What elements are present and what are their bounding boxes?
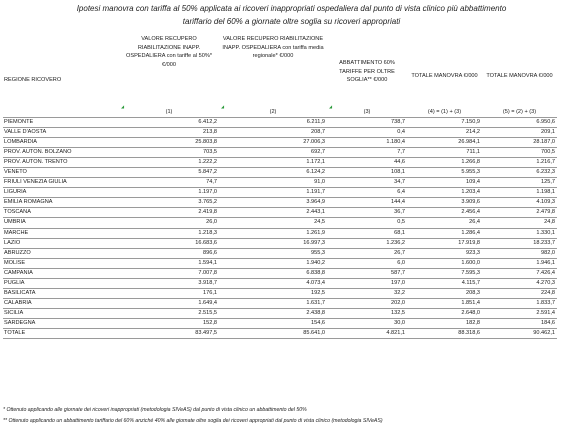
value-cell-v5: 24,8	[482, 218, 557, 228]
value-cell-v1: 3.765,2	[119, 198, 219, 208]
region-cell: PIEMONTE	[3, 118, 119, 128]
table-row	[3, 258, 557, 268]
region-cell: UMBRIA	[3, 218, 119, 228]
region-cell: TOSCANA	[3, 208, 119, 218]
value-cell-v1: 6.412,2	[119, 118, 219, 128]
col-header-5	[482, 31, 557, 118]
value-cell-v4: 109,4	[407, 178, 482, 188]
value-cell-v1: 26,0	[119, 218, 219, 228]
table-row	[3, 158, 557, 168]
table-row	[3, 268, 557, 278]
value-cell-v5: 7.426,4	[482, 268, 557, 278]
region-cell: CAMPANIA	[3, 268, 119, 278]
value-cell-v5: 1.946,1	[482, 258, 557, 268]
value-cell-v5: 184,6	[482, 318, 557, 328]
value-cell-v2: 4.073,4	[219, 278, 327, 288]
region-cell: ABRUZZO	[3, 248, 119, 258]
value-cell-v3: 0,4	[327, 128, 407, 138]
value-cell-v1: 3.918,7	[119, 278, 219, 288]
value-cell-v4: 26.984,1	[407, 138, 482, 148]
value-cell-v3: 68,1	[327, 228, 407, 238]
value-cell-v1: 5.847,2	[119, 168, 219, 178]
table-row	[3, 118, 557, 128]
table-row	[3, 198, 557, 208]
value-cell-v5: 1.216,7	[482, 158, 557, 168]
value-cell-v4: 3.909,6	[407, 198, 482, 208]
value-cell-v2: 6.211,9	[219, 118, 327, 128]
value-cell-v2: 1.940,2	[219, 258, 327, 268]
value-cell-v1: 213,8	[119, 128, 219, 138]
col-header-3-num: (3)	[363, 109, 371, 115]
value-cell-v5: 90.462,1	[482, 328, 557, 338]
col-header-3	[327, 31, 407, 118]
value-cell-v4: 214,2	[407, 128, 482, 138]
value-cell-v4: 7.150,9	[407, 118, 482, 128]
table-row	[3, 288, 557, 298]
value-cell-v5: 209,1	[482, 128, 557, 138]
value-cell-v2: 208,7	[219, 128, 327, 138]
value-cell-v4: 2.648,0	[407, 308, 482, 318]
value-cell-v1: 7.007,8	[119, 268, 219, 278]
value-cell-v5: 6.232,3	[482, 168, 557, 178]
title-line-2: tariffario del 60% a giornate oltre soglia su ricoveri appropriati	[182, 17, 401, 26]
value-cell-v3: 1.180,4	[327, 138, 407, 148]
value-cell-v1: 2.515,5	[119, 308, 219, 318]
region-cell: CALABRIA	[3, 298, 119, 308]
title-line-1: Ipotesi manovra con tariffa al 50% applicata ai ricoveri inappropriati ospedaliera dal punto di vista clinico più abbattimento	[76, 4, 507, 13]
table-row	[3, 128, 557, 138]
col-header-5-label: TOTALE MANOVRA €/000	[486, 73, 553, 79]
region-cell: SARDEGNA	[3, 318, 119, 328]
value-cell-v1: 16.683,6	[119, 238, 219, 248]
value-cell-v2: 6.838,8	[219, 268, 327, 278]
value-cell-v3: 7,7	[327, 148, 407, 158]
value-cell-v2: 24,5	[219, 218, 327, 228]
value-cell-v1: 74,7	[119, 178, 219, 188]
region-cell: LIGURIA	[3, 188, 119, 198]
region-cell: PUGLIA	[3, 278, 119, 288]
region-cell: TOTALE	[3, 328, 119, 338]
region-cell: MARCHE	[3, 228, 119, 238]
value-cell-v1: 1.197,0	[119, 188, 219, 198]
value-cell-v5: 700,5	[482, 148, 557, 158]
table-row	[3, 248, 557, 258]
value-cell-v2: 91,0	[219, 178, 327, 188]
region-cell: PROV. AUTON. BOLZANO	[3, 148, 119, 158]
value-cell-v1: 83.497,5	[119, 328, 219, 338]
footnote-1: * Ottenuto applicando alle giornate dei ricoveri inappropriati (metodologia SIVeAS) dal punto di vista clinico un abbattimento del 50%	[3, 407, 307, 413]
value-cell-v1: 152,8	[119, 318, 219, 328]
value-cell-v5: 2.479,8	[482, 208, 557, 218]
value-cell-v4: 88.318,6	[407, 328, 482, 338]
value-cell-v5: 1.198,1	[482, 188, 557, 198]
cell-marker-icon: ◢	[329, 104, 333, 109]
value-cell-v2: 85.641,0	[219, 328, 327, 338]
col-header-5-num: (5) = (2) + (3)	[502, 109, 537, 115]
value-cell-v5: 4.109,3	[482, 198, 557, 208]
table-row	[3, 178, 557, 188]
value-cell-v3: 34,7	[327, 178, 407, 188]
value-cell-v4: 4.115,7	[407, 278, 482, 288]
value-cell-v5: 18.233,7	[482, 238, 557, 248]
value-cell-v2: 955,3	[219, 248, 327, 258]
table-row	[3, 278, 557, 288]
col-header-1	[119, 31, 219, 118]
col-header-4-label: TOTALE MANOVRA €/000	[411, 73, 478, 79]
value-cell-v4: 17.919,8	[407, 238, 482, 248]
col-header-4	[407, 31, 482, 118]
value-cell-v4: 26,4	[407, 218, 482, 228]
value-cell-v4: 923,3	[407, 248, 482, 258]
value-cell-v1: 1.649,4	[119, 298, 219, 308]
value-cell-v5: 6.950,6	[482, 118, 557, 128]
value-cell-v5: 982,0	[482, 248, 557, 258]
value-cell-v2: 27.006,3	[219, 138, 327, 148]
region-cell: VALLE D'AOSTA	[3, 128, 119, 138]
value-cell-v1: 703,5	[119, 148, 219, 158]
value-cell-v4: 208,3	[407, 288, 482, 298]
value-cell-v4: 1.266,8	[407, 158, 482, 168]
region-cell: VENETO	[3, 168, 119, 178]
region-cell: PROV. AUTON. TRENTO	[3, 158, 119, 168]
value-cell-v4: 1.203,4	[407, 188, 482, 198]
cell-marker-icon: ◢	[221, 104, 225, 109]
value-cell-v2: 1.191,7	[219, 188, 327, 198]
table-row	[3, 298, 557, 308]
region-cell: SICILIA	[3, 308, 119, 318]
value-cell-v3: 108,1	[327, 168, 407, 178]
value-cell-v3: 1.236,2	[327, 238, 407, 248]
value-cell-v3: 197,0	[327, 278, 407, 288]
region-cell: LOMBARDIA	[3, 138, 119, 148]
value-cell-v2: 192,5	[219, 288, 327, 298]
value-cell-v3: 0,5	[327, 218, 407, 228]
table-row	[3, 188, 557, 198]
region-cell: EMILIA ROMAGNA	[3, 198, 119, 208]
table-row	[3, 318, 557, 328]
footnotes	[3, 405, 581, 426]
value-cell-v1: 1.222,2	[119, 158, 219, 168]
value-cell-v1: 25.803,8	[119, 138, 219, 148]
value-cell-v3: 30,0	[327, 318, 407, 328]
value-cell-v3: 144,4	[327, 198, 407, 208]
value-cell-v5: 28.187,0	[482, 138, 557, 148]
value-cell-v3: 26,7	[327, 248, 407, 258]
value-cell-v5: 224,8	[482, 288, 557, 298]
value-cell-v5: 125,7	[482, 178, 557, 188]
value-cell-v3: 587,7	[327, 268, 407, 278]
col-header-1-num: (1)	[165, 109, 173, 115]
value-cell-v5: 1.330,1	[482, 228, 557, 238]
table-row	[3, 138, 557, 148]
value-cell-v3: 32,2	[327, 288, 407, 298]
value-cell-v1: 896,6	[119, 248, 219, 258]
col-header-region	[3, 31, 119, 118]
value-cell-v4: 1.600,0	[407, 258, 482, 268]
value-cell-v3: 44,6	[327, 158, 407, 168]
value-cell-v2: 154,6	[219, 318, 327, 328]
table-row	[3, 228, 557, 238]
value-cell-v5: 4.270,3	[482, 278, 557, 288]
value-cell-v1: 1.594,1	[119, 258, 219, 268]
value-cell-v2: 3.964,9	[219, 198, 327, 208]
col-header-4-num: (4) = (1) + (3)	[427, 109, 462, 115]
table-body	[3, 118, 557, 339]
report-title	[0, 2, 583, 28]
value-cell-v5: 2.591,4	[482, 308, 557, 318]
col-header-2	[219, 31, 327, 118]
value-cell-v3: 6,4	[327, 188, 407, 198]
value-cell-v3: 132,5	[327, 308, 407, 318]
value-cell-v4: 711,1	[407, 148, 482, 158]
region-cell: BASILICATA	[3, 288, 119, 298]
value-cell-v2: 6.124,2	[219, 168, 327, 178]
table-row	[3, 208, 557, 218]
region-cell: MOLISE	[3, 258, 119, 268]
region-cell: LAZIO	[3, 238, 119, 248]
value-cell-v4: 7.595,3	[407, 268, 482, 278]
header-row	[3, 31, 557, 118]
value-cell-v1: 1.218,3	[119, 228, 219, 238]
value-cell-v4: 1.851,4	[407, 298, 482, 308]
manovra-table	[3, 31, 557, 339]
value-cell-v4: 2.456,4	[407, 208, 482, 218]
value-cell-v2: 692,7	[219, 148, 327, 158]
value-cell-v3: 4.821,1	[327, 328, 407, 338]
table-row	[3, 238, 557, 248]
region-cell: FRIULI VENEZIA GIULIA	[3, 178, 119, 188]
value-cell-v3: 738,7	[327, 118, 407, 128]
value-cell-v2: 1.172,1	[219, 158, 327, 168]
table-row	[3, 168, 557, 178]
footnote-2: ** Ottenuto applicando un abbattimento tariffario del 60% anziché 40% alle giornate oltre soglia dei ricoveri appropriati dal punto di vista clinico (metodologia SIVeAS)	[3, 417, 383, 424]
table-row	[3, 308, 557, 318]
value-cell-v2: 2.443,1	[219, 208, 327, 218]
value-cell-v2: 1.631,7	[219, 298, 327, 308]
table-row	[3, 148, 557, 158]
table-row	[3, 218, 557, 228]
value-cell-v4: 182,8	[407, 318, 482, 328]
value-cell-v4: 1.286,4	[407, 228, 482, 238]
col-header-2-label: VALORE RECUPERO RIABILITAZIONE INAPP. OSPEDALIERA con tariffa media regionale* €/000	[222, 36, 324, 60]
col-header-region-label: REGIONE RICOVERO	[4, 77, 62, 83]
value-cell-v1: 2.419,8	[119, 208, 219, 218]
value-cell-v1: 176,1	[119, 288, 219, 298]
col-header-3-label: ABBATTIMENTO 60% TARIFFE PER OLTRE SOGLIA** €/000	[339, 60, 395, 84]
value-cell-v3: 6,0	[327, 258, 407, 268]
col-header-1-label: VALORE RECUPERO RIABILITAZIONE INAPP. OSPEDALIERA con tariffe al 50%* €/000	[125, 36, 213, 68]
value-cell-v5: 1.833,7	[482, 298, 557, 308]
value-cell-v4: 5.955,3	[407, 168, 482, 178]
value-cell-v3: 202,0	[327, 298, 407, 308]
col-header-2-num: (2)	[269, 109, 277, 115]
total-row	[3, 328, 557, 338]
value-cell-v2: 1.261,9	[219, 228, 327, 238]
cell-marker-icon: ◢	[121, 104, 125, 109]
value-cell-v2: 2.438,8	[219, 308, 327, 318]
value-cell-v3: 36,7	[327, 208, 407, 218]
value-cell-v2: 16.997,3	[219, 238, 327, 248]
